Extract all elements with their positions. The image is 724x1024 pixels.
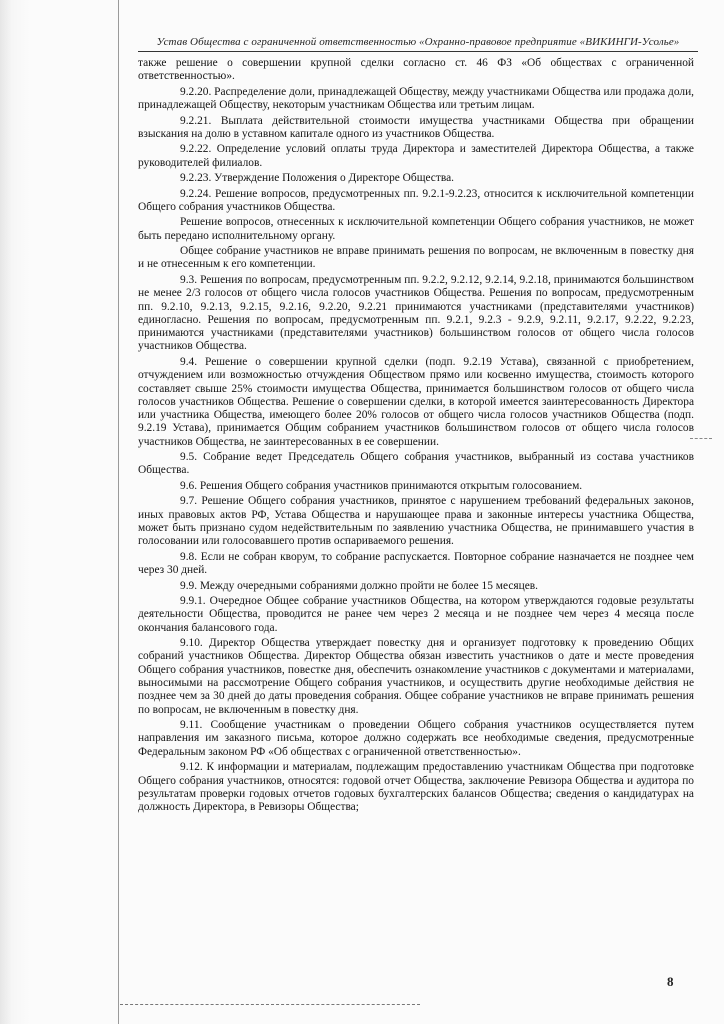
clause-9-9-1: 9.9.1. Очередное Общее собрание участников Общества, на котором утверждаются годовые результаты деятельности Общества, проводится не ранее чем через 2 месяца и не позднее чем через 4 месяца после окончания балансового года. [138, 595, 694, 634]
running-header: Устав Общества с ограниченной ответственностью «Охранно-правовое предприятие «ВИКИНГИ-Усолье» [156, 36, 680, 48]
clause-9-2-23: 9.2.23. Утверждение Положения о Директоре Общества. [180, 172, 454, 185]
document-body [138, 57, 694, 817]
clause-9-3: 9.3. Решения по вопросам, предусмотренным пп. 9.2.2, 9.2.12, 9.2.14, 9.2.18, принимаются большинством не менее 2/3 голосов от общего числа голосов участников Общества. Решения по вопросам, предусмотренным пп. 9.2.10, 9.2.13, 9.2.15, 9.2.16, 9.2.20, 9.2.21 принимаются участниками (представителями участников) единогласно. Решения по вопросам, предусмотренным пп. 9.2.1, 9.2.3 - 9.2.9, 9.2.11, 9.2.17, 9.2.22, 9.2.23, принимаются участниками (представителями участников) большинством голосов от общего числа голосов участников Общества. [138, 273, 694, 353]
clause-9-4: 9.4. Решение о совершении крупной сделки (подп. 9.2.19 Устава), связанной с приобретением, отчуждением или возможностью отчуждения Обществом прямо или косвенно имущества, стоимость которого составляет свыше 25% стоимости имущества Общества, принимается большинством голосов от общего числа голосов участников Общества. Решение о совершении сделки, в которой имеется заинтересованность Директора или участника Общества, имеющего более 20% голосов от общего числа голосов участников Общества (подп. 9.2.19 Устава), принимается Общим собранием участников большинством голосов от общего числа голосов участников Общества, не заинтересованных в ее совершении. [138, 355, 694, 448]
clause-9-2-20: 9.2.20. Распределение доли, принадлежащей Обществу, между участниками Общества или продажа доли, принадлежащей Обществу, некоторым участникам Общества или третьим лицам. [138, 85, 695, 112]
clause-9-2-21: 9.2.21. Выплата действительной стоимости имущества участниками Общества при обращении взыскания на долю в уставном капитале одного из участников Общества. [138, 114, 694, 140]
clause-9-7: 9.7. Решение Общего собрания участников, принятое с нарушением требований федеральных законов, иных правовых актов РФ, Устава Общества и нарушающее права и законные интересы участника Общества, может быть признано судом недействительным по заявлению участника Общества, не принимавшего участия в голосовании или голосовавшего против оспариваемого решения. [138, 495, 694, 548]
scan-artifact-mark [690, 438, 712, 441]
clause-9-12: 9.12. К информации и материалам, подлежащим предоставлению участникам Общества при подготовке Общего собрания участников, относятся: годовой отчет Общества, заключение Ревизора Общества и аудитора по результатам проверки годовых отчетов годовых бухгалтерских балансов Общества; сведения о кандидатурах на должность Директора, в Ревизоры Общества; [138, 761, 694, 814]
paragraph-exclusive-competence: Решение вопросов, отнесенных к исключительной компетенции Общего собрания участников, не может быть передано исполнительному органу. [138, 216, 694, 242]
clause-9-6: 9.6. Решения Общего собрания участников принимаются открытым голосованием. [180, 479, 583, 492]
page-number: 8 [667, 974, 674, 989]
header-divider [138, 51, 698, 52]
clause-9-2-22: 9.2.22. Определение условий оплаты труда Директора и заместителей Директора Общества, а также руководителей филиалов. [138, 143, 694, 169]
clause-9-5: 9.5. Собрание ведет Председатель Общего собрания участников, выбранный из состава участников Общества. [138, 451, 694, 477]
paragraph-continuation: также решение о совершении крупной сделки согласно ст. 46 ФЗ «Об обществах с ограниченной ответственностью». [138, 57, 694, 83]
binding-edge-line [118, 0, 119, 1024]
clause-9-8: 9.8. Если не собран кворум, то собрание распускается. Повторное собрание назначается не позднее чем через 30 дней. [138, 550, 694, 577]
clause-9-9: 9.9. Между очередными собраниями должно пройти не более 15 месяцев. [180, 579, 539, 592]
scan-artifact-bottom [120, 1004, 420, 1007]
paragraph-agenda-limit: Общее собрание участников не вправе принимать решения по вопросам, не включенным в повестку дня и не отнесенным к его компетенции. [138, 245, 694, 271]
clause-9-11: 9.11. Сообщение участникам о проведении Общего собрания участников осуществляется путем направления им заказного письма, которое должно содержать все необходимые сведения, предусмотренные Федеральным законом РФ «Об обществах с ограниченной ответственностью». [138, 719, 694, 758]
clause-9-10: 9.10. Директор Общества утверждает повестку дня и организует подготовку к проведению Общих собраний участников Общества. Директор Общества обязан известить участников о дате и месте проведения Общего собрания участников, повестке дня, обеспечить ознакомление участников с документами и материалами, выносимыми на рассмотрение Общего собрания участников, и осуществить другие необходимые действия не позднее чем за 30 дней до даты проведения собрания. Общее собрание участников не вправе принимать решения по вопросам, не включенным в повестку дня. [138, 637, 694, 716]
clause-9-2-24: 9.2.24. Решение вопросов, предусмотренных пп. 9.2.1-9.2.23, относится к исключительной компетенции Общего собрания участников Общества. [138, 187, 694, 213]
